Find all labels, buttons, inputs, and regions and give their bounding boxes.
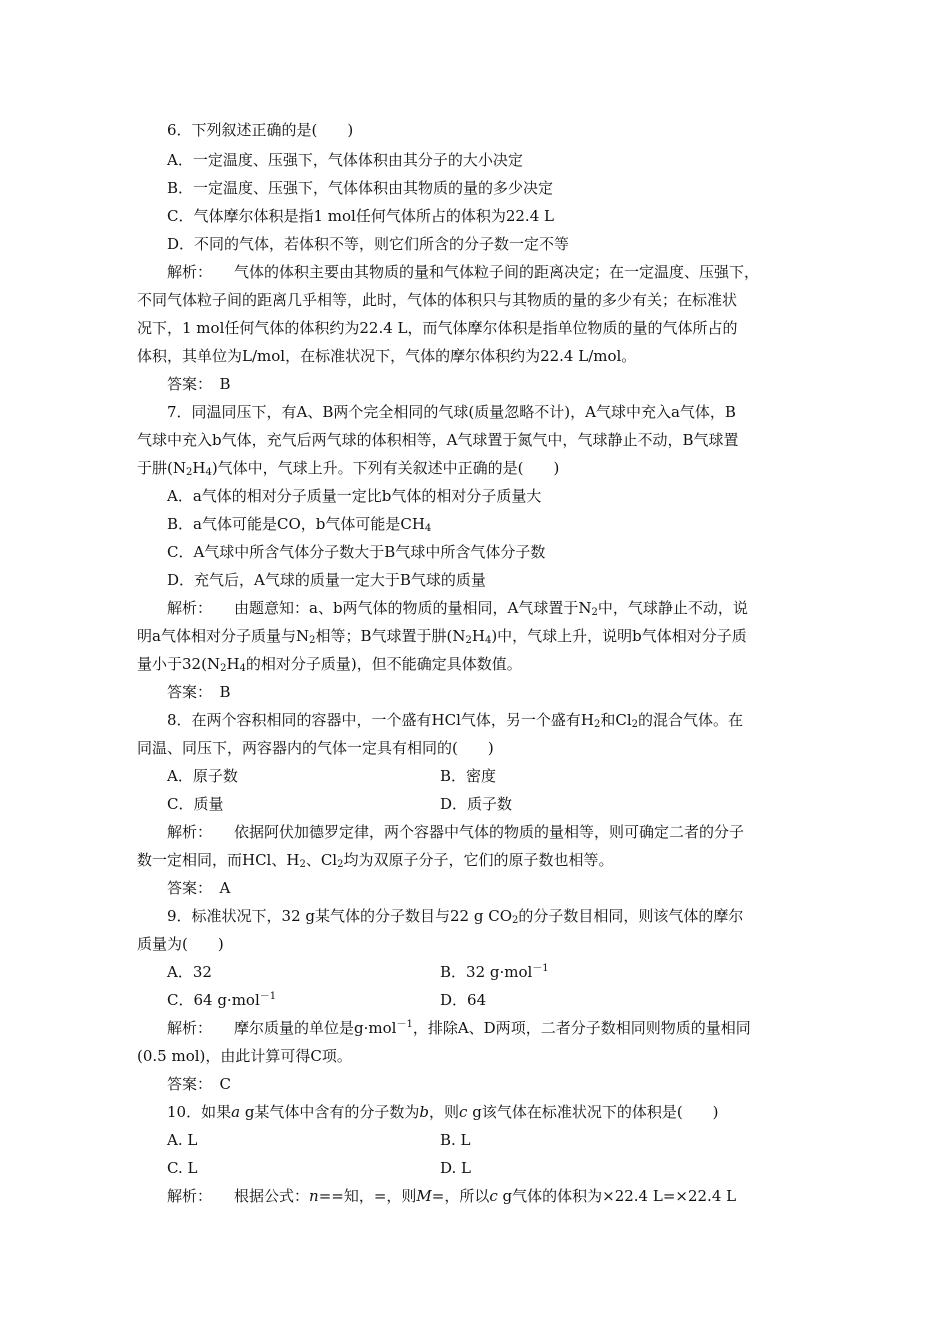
q7-option-d: D．充气后，A气球的质量一定大于B气球的质量 — [167, 571, 486, 589]
q9-option-a: A．32 — [167, 963, 212, 981]
subscript: 2 — [591, 607, 598, 618]
text: g某气体中含有的分子数为 — [240, 1103, 420, 1121]
text: 、Cl — [305, 851, 338, 869]
text: 相等；B气球置于肼(N — [315, 627, 466, 645]
subscript: 4 — [484, 635, 492, 646]
q9-answer: 答案： C — [167, 1075, 231, 1093]
q10-option-c: C. L — [167, 1159, 198, 1177]
q8-option-b: B．密度 — [440, 767, 497, 785]
subscript: 2 — [631, 719, 639, 730]
q9-stem-line2: 质量为( ) — [137, 935, 224, 953]
subscript: 4 — [239, 663, 246, 674]
text: 根据公式： — [234, 1187, 310, 1205]
text: )中，气球上升，说明b气体相对分子质 — [491, 627, 747, 645]
q7-answer: 答案： B — [167, 683, 231, 701]
q10-option-b: B. L — [440, 1131, 471, 1149]
text: g该气体在标准状况下的体积是( ) — [467, 1103, 719, 1121]
q6-option-a: A．一定温度、压强下，气体体积由其分子的大小决定 — [167, 151, 523, 169]
q10-analysis-line1 — [167, 1186, 817, 1206]
q8-analysis-line2 — [137, 850, 817, 870]
q7-stem-line2: 气球中充入b气体，充气后两气球的体积相等，A气球置于氮气中，气球静止不动，B气球置 — [137, 431, 739, 449]
analysis-label: 解析： — [167, 263, 213, 281]
analysis-label: 解析： — [167, 1019, 213, 1037]
subscript: 2 — [593, 719, 601, 730]
text: H — [226, 655, 240, 673]
text: 的混合气体。在 — [638, 711, 744, 729]
text: =，所以 — [431, 1187, 490, 1205]
q6-analysis-line3: 况下，1 mol任何气体的体积约为22.4 L，而气体摩尔体积是指单位物质的量的气体所占的 — [137, 319, 738, 337]
text: 中，气球静止不动，说 — [597, 599, 748, 617]
q6-answer: 答案： B — [167, 375, 231, 393]
variable: c — [459, 1103, 468, 1121]
variable: n — [309, 1187, 319, 1205]
q8-stem-line2: 同温、同压下，两容器内的气体一定具有相同的( ) — [137, 739, 494, 757]
q7-analysis-line1 — [167, 598, 817, 618]
q10-option-d: D. L — [440, 1159, 471, 1177]
text: ==知，=，则 — [318, 1187, 417, 1205]
variable: b — [419, 1103, 430, 1121]
q7-stem-line1: 7．同温同压下，有A、B两个完全相同的气球(质量忽略不计)，A气球中充入a气体，B — [167, 403, 736, 421]
subscript: 2 — [185, 467, 193, 478]
text: 和Cl — [600, 711, 632, 729]
subscript: 2 — [309, 635, 316, 646]
q6-analysis-line1 — [167, 262, 817, 282]
text: H — [192, 459, 206, 477]
q9-stem-line1 — [167, 906, 817, 926]
subscript: 4 — [205, 467, 212, 478]
analysis-text: 气体的体积主要由其物质的量和气体粒子间的距离决定；在一定温度、压强下， — [234, 263, 760, 281]
variable: M — [416, 1187, 432, 1205]
subscript: 2 — [512, 915, 519, 926]
analysis-label: 解析： — [167, 599, 213, 617]
text: 数一定相同，而HCl、H — [137, 851, 300, 869]
text: 于肼(N — [137, 459, 186, 477]
q8-option-c: C．质量 — [167, 795, 224, 813]
text: B．a气体可能是CO，b气体可能是CH — [167, 515, 425, 533]
text: g气体的体积为×22.4 L=×22.4 L — [497, 1187, 737, 1205]
variable: a — [231, 1103, 241, 1121]
subscript: 2 — [220, 663, 227, 674]
q6-analysis-line4: 体积，其单位为L/mol，在标准状况下，气体的摩尔体积约为22.4 L/mol。 — [137, 347, 637, 365]
q10-stem — [167, 1102, 817, 1122]
superscript: －1 — [396, 1019, 413, 1030]
q9-option-d: D．64 — [440, 991, 487, 1009]
subscript: 4 — [424, 523, 432, 534]
text: 量小于32(N — [137, 655, 221, 673]
q8-option-a: A．原子数 — [167, 767, 238, 785]
text: 的分子数目相同，则该气体的摩尔 — [518, 907, 744, 925]
q8-stem-line1 — [167, 710, 817, 730]
q8-analysis-line1 — [167, 822, 817, 842]
text: B．32 g·mol — [440, 963, 533, 981]
q8-option-d: D．质子数 — [440, 795, 513, 813]
q9-option-c — [167, 990, 437, 1010]
text: 明a气体相对分子质量与N — [137, 627, 310, 645]
text: C．64 g·mol — [167, 991, 260, 1009]
subscript: 2 — [465, 635, 472, 646]
text: 10．如果 — [167, 1103, 232, 1121]
text: ，则 — [429, 1103, 460, 1121]
text: 的相对分子质量)，但不能确定具体数值。 — [245, 655, 522, 673]
q6-option-b: B．一定温度、压强下，气体体积由其物质的量的多少决定 — [167, 179, 554, 197]
analysis-label: 解析： — [167, 823, 213, 841]
analysis-label: 解析： — [167, 1187, 213, 1205]
q9-option-b — [440, 962, 810, 982]
superscript: －1 — [532, 963, 549, 974]
superscript: －1 — [259, 991, 277, 1002]
q10-option-a: A. L — [167, 1131, 198, 1149]
q9-analysis-line1 — [167, 1018, 817, 1038]
text: )气体中，气球上升。下列有关叙述中正确的是( ) — [211, 459, 560, 477]
subscript: 2 — [299, 859, 306, 870]
q6-stem: 6．下列叙述正确的是( ) — [167, 121, 354, 139]
q7-stem-line3 — [137, 458, 817, 478]
q8-answer: 答案： A — [167, 879, 231, 897]
text: 均为双原子分子，它们的原子数也相等。 — [343, 851, 614, 869]
q7-option-b — [167, 514, 817, 534]
q9-analysis-line2: (0.5 mol)，由此计算可得C项。 — [137, 1047, 352, 1065]
text: 由题意知：a、b两气体的物质的量相同，A气球置于N — [234, 599, 592, 617]
text: 9．标准状况下，32 g某气体的分子数目与22 g CO — [167, 907, 513, 925]
text: 摩尔质量的单位是g·mol — [234, 1019, 397, 1037]
text: H — [471, 627, 485, 645]
subscript: 2 — [337, 859, 344, 870]
q7-analysis-line2 — [137, 626, 817, 646]
q7-analysis-line3 — [137, 654, 817, 674]
text: 依据阿伏加德罗定律，两个容器中气体的物质的量相等，则可确定二者的分子 — [234, 823, 745, 841]
q6-analysis-line2: 不同气体粒子间的距离几乎相等，此时，气体的体积只与其物质的量的多少有关；在标准状 — [137, 291, 738, 309]
q7-option-a: A．a气体的相对分子质量一定比b气体的相对分子质量大 — [167, 487, 542, 505]
text: ，排除A、D两项，二者分子数相同则物质的量相同 — [412, 1019, 751, 1037]
q7-option-c: C．A气球中所含气体分子数大于B气球中所含气体分子数 — [167, 543, 546, 561]
q6-option-c: C．气体摩尔体积是指1 mol任何气体所占的体积为22.4 L — [167, 207, 554, 225]
variable: c — [489, 1187, 498, 1205]
q6-option-d: D．不同的气体，若体积不等，则它们所含的分子数一定不等 — [167, 235, 570, 253]
text: 8．在两个容积相同的容器中，一个盛有HCl气体，另一个盛有H — [167, 711, 594, 729]
